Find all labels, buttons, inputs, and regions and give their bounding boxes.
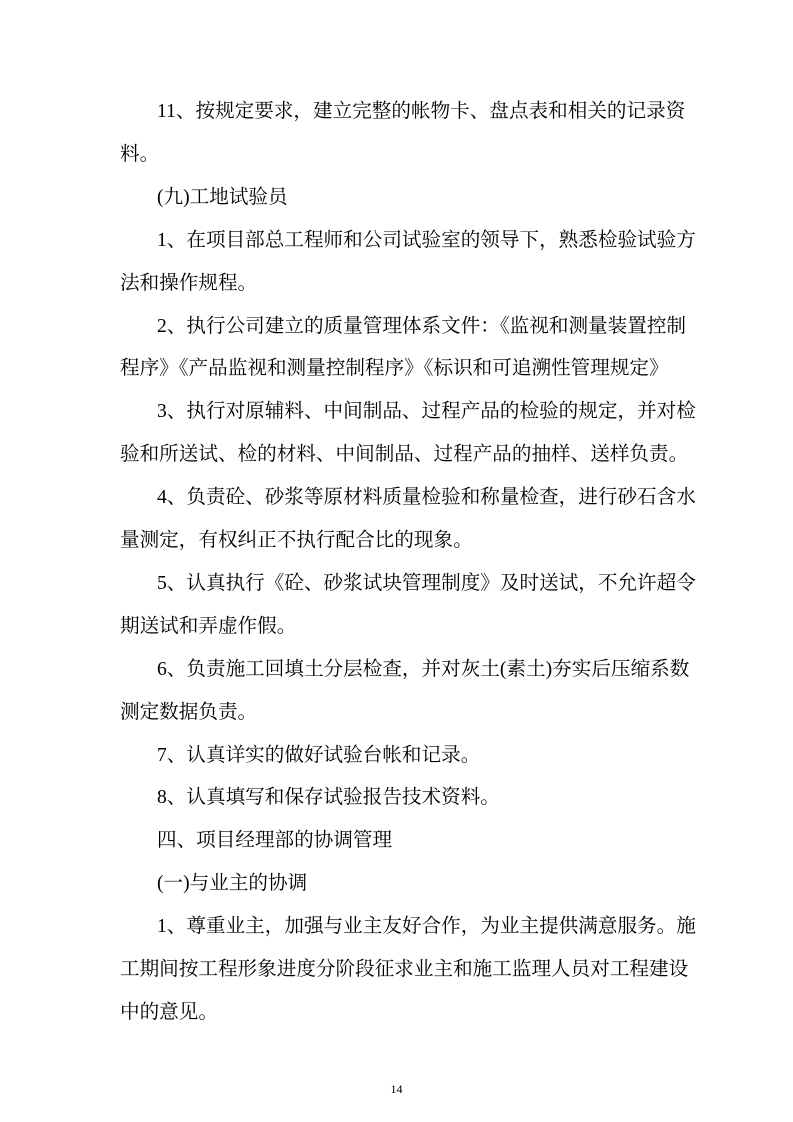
paragraph-line: 1、在项目部总工程师和公司试验室的领导下，熟悉检验试验方 [157,229,696,251]
paragraph-line: (一)与业主的协调 [157,873,308,895]
paragraph-line: 11、按规定要求，建立完整的帐物卡、盘点表和相关的记录资 [157,101,686,122]
paragraph-line: 四、项目经理部的协调管理 [157,830,393,852]
paragraph-line: 期送试和弄虚作假。 [120,615,297,637]
page-number: 14 [390,1082,403,1096]
paragraph-line: 6、负责施工回填土分层检查，并对灰土(素土)夯实后压缩系数 [157,658,690,680]
paragraph-line: (九)工地试验员 [157,186,288,208]
paragraph-line: 1、尊重业主，加强与业主友好合作，为业主提供满意服务。施 [157,916,696,938]
paragraph-line: 法和操作规程。 [120,272,258,294]
paragraph-line: 5、认真执行《砼、砂浆试块管理制度》及时送试，不允许超令 [157,572,696,594]
paragraph-line: 2、执行公司建立的质量管理体系文件：《监视和测量装置控制 [157,315,687,337]
paragraph-line: 验和所送试、检的材料、中间制品、过程产品的抽样、送样负责。 [120,444,689,466]
paragraph-line: 3、执行对原辅料、中间制品、过程产品的检验的规定，并对检 [157,401,696,423]
paragraph-line: 7、认真详实的做好试验台帐和记录。 [157,744,481,766]
paragraph-line: 4、负责砼、砂浆等原材料质量检验和称量检查，进行砂石含水 [157,487,696,509]
paragraph-line: 程序》《产品监视和测量控制程序》《标识和可追溯性管理规定》 [120,358,669,380]
paragraph-line: 测定数据负责。 [120,701,258,723]
paragraph-line: 8、认真填写和保存试验报告技术资料。 [157,787,500,809]
paragraph-line: 料。 [120,143,160,165]
paragraph-line: 量测定，有权纠正不执行配合比的现象。 [120,530,473,551]
paragraph-line: 工期间按工程形象进度分阶段征求业主和施工监理人员对工程建设 [120,959,689,980]
paragraph-line: 中的意见。 [120,1001,218,1023]
